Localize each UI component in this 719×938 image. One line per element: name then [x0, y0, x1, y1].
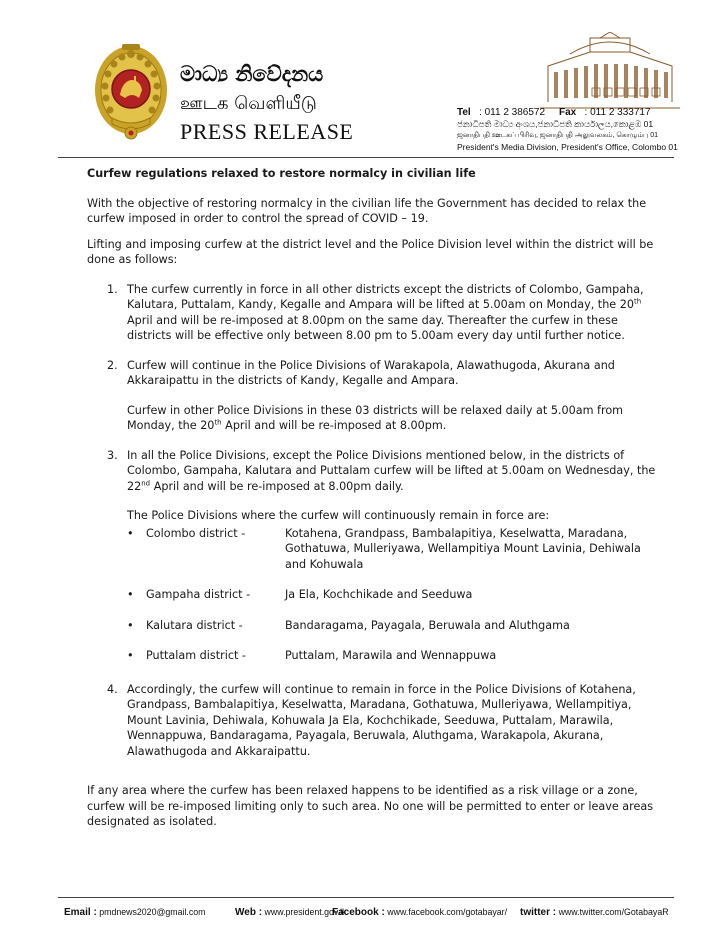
phone-line: [457, 107, 707, 119]
point-text-part: April and will be re-imposed at 8.00pm on the same day. Thereafter the curfew in these districts will be effective only between 8.00 pm to 5.00am every day until further notice.: [127, 313, 625, 342]
point-text: Accordingly, the curfew will continue to remain in force in the Police Divisions of Kotahena, Grandpass, Bambalapitiya, Keselwatta, Maradana, Gothatuwa, Mulleriyawa, Wellampitiya, Mount Lavinia, Dehiwala, Kohuwala Ja Ela, Kochchikade, Seeduwa, Puttalam, Marawila, Wennappuwa, Bandaragama, Payagala, Beruwala, Aluthgama, Warakapola, Akurana, Alawathugoda and Akkaraipattu.: [127, 682, 636, 758]
header-divider: [58, 157, 674, 158]
district-areas: Puttalam, Marawila and Wennappuwa: [285, 649, 497, 662]
tel-value: : 011 2 386572: [479, 107, 546, 118]
district-name: Kalutara district -: [146, 618, 243, 632]
web-label: Web :: [235, 907, 263, 918]
bullet-icon: •: [127, 618, 134, 632]
point-number: 3.: [107, 448, 118, 462]
email-label: Email :: [64, 907, 97, 918]
footer-facebook: [332, 907, 507, 918]
twitter-label: twitter :: [520, 907, 557, 918]
point-text-part: In all the Police Divisions, except the Police Divisions mentioned below, in the districts of Colombo, Gampaha, Kalutara and Puttalam curfew will be lifted at 5.00am on Wednesday, the 22: [127, 448, 656, 493]
sri-lanka-emblem-icon: [92, 40, 170, 144]
headline: Curfew regulations relaxed to restore normalcy in civilian life: [87, 167, 476, 180]
contact-block: [457, 107, 707, 153]
point-number: 1.: [107, 282, 118, 296]
point-text-part: Curfew in other Police Divisions in these 03 districts will be relaxed daily at 5.00am from Monday, the 20: [127, 403, 624, 432]
district-item: [127, 618, 662, 634]
closing-paragraph: If any area where the curfew has been relaxed happens to be identified as a risk village or a zone, curfew will be re-imposed limiting only to such area. No one will be permitted to enter or leave areas designated as isolated.: [87, 784, 654, 828]
district-item: [127, 587, 662, 603]
point-subparagraph: The Police Divisions where the curfew will continuously remain in force are:: [127, 509, 550, 522]
footer-web: [235, 907, 346, 918]
address-tamil: ஜனாதிபதி ஊடகப் பிரிவு, ஜனாதிபதி அலுவலகம், கொழும்பு 01: [457, 132, 658, 139]
title-english: PRESS RELEASE: [180, 119, 354, 144]
presidents-office-building-icon: [530, 32, 690, 110]
fax-value: : 011 2 333717: [584, 107, 651, 118]
letterhead: [0, 0, 719, 160]
list-item: [87, 358, 662, 434]
address-english: President's Media Division, President's Office, Colombo 01: [457, 141, 678, 152]
title-sinhala: මාධ්‍ය නිවේදනය: [180, 62, 324, 86]
title-tamil: ஊடக வெளியீடு: [180, 93, 317, 114]
district-name: Colombo district -: [146, 526, 246, 540]
point-text-part: The curfew currently in force in all other districts except the districts of Colombo, Gampaha, Kalutara, Puttalam, Kandy, Kegalle and Ampara will be lifted at 5.00am on Monday, the 20: [127, 282, 644, 311]
footer-divider: [58, 897, 674, 898]
facebook-label: Facebook :: [332, 907, 385, 918]
intro-paragraph-2: Lifting and imposing curfew at the district level and the Police Division level within the district will be done as follows:: [87, 237, 654, 266]
footer-email: [64, 907, 205, 918]
footer-twitter: [520, 907, 669, 918]
district-name: Puttalam district -: [146, 649, 246, 662]
point-text: Curfew will continue in the Police Divisions of Warakapola, Alawathugoda, Akurana and Akkaraipattu in the districts of Kandy, Kegalle and Ampara.: [127, 358, 615, 387]
point-text: [127, 282, 662, 344]
district-item: [127, 526, 662, 573]
ordinal-suffix: th: [214, 418, 222, 427]
ordinal-suffix: th: [633, 297, 642, 306]
list-item: [87, 282, 662, 344]
intro-paragraph: With the objective of restoring normalcy in the civilian life the Government has decided to relax the curfew imposed in order to control the spread of COVID – 19.: [87, 196, 647, 225]
district-item: [127, 648, 662, 664]
bullet-icon: •: [127, 649, 134, 662]
email-link[interactable]: pmdnews2020@gmail.com: [99, 907, 206, 917]
district-name: Gampaha district -: [146, 588, 251, 601]
district-areas: Bandaragama, Payagala, Beruwala and Aluthgama: [285, 618, 570, 632]
point-text-part: April and will be re-imposed at 8.00pm daily.: [150, 479, 404, 493]
address-sinhala: ජනාධිපති මාධ්‍ය අංශය,ජනාධිපති කාර්යාලය,කොළඹ 01: [457, 118, 654, 129]
twitter-link[interactable]: www.twitter.com/GotabayaR: [558, 907, 669, 917]
point-subparagraph: [127, 403, 662, 434]
bullet-icon: •: [127, 588, 134, 601]
press-release-body: [87, 166, 662, 830]
list-item: [87, 448, 662, 664]
point-number: 2.: [107, 358, 118, 372]
points-list: [87, 282, 662, 760]
point-text-part: April and will be re-imposed at 8.00pm.: [221, 419, 447, 432]
facebook-link[interactable]: www.facebook.com/gotabayar/: [387, 907, 508, 917]
district-areas: Kotahena, Grandpass, Bambalapitiya, Keselwatta, Maradana, Gothatuwa, Mulleriyawa, Wellampitiya Mount Lavinia, Dehiwala and Kohuwala: [285, 526, 641, 571]
fax-label: Fax: [558, 107, 577, 118]
point-number: 4.: [107, 682, 118, 696]
district-areas: Ja Ela, Kochchikade and Seeduwa: [285, 588, 473, 601]
web-link[interactable]: www.president.gov.lk: [264, 907, 347, 917]
list-item: [87, 682, 662, 760]
bullet-icon: •: [127, 526, 134, 540]
district-list: [127, 526, 662, 664]
point-text: [127, 448, 662, 495]
tel-label: Tel: [457, 107, 471, 118]
ordinal-suffix: nd: [141, 478, 151, 487]
